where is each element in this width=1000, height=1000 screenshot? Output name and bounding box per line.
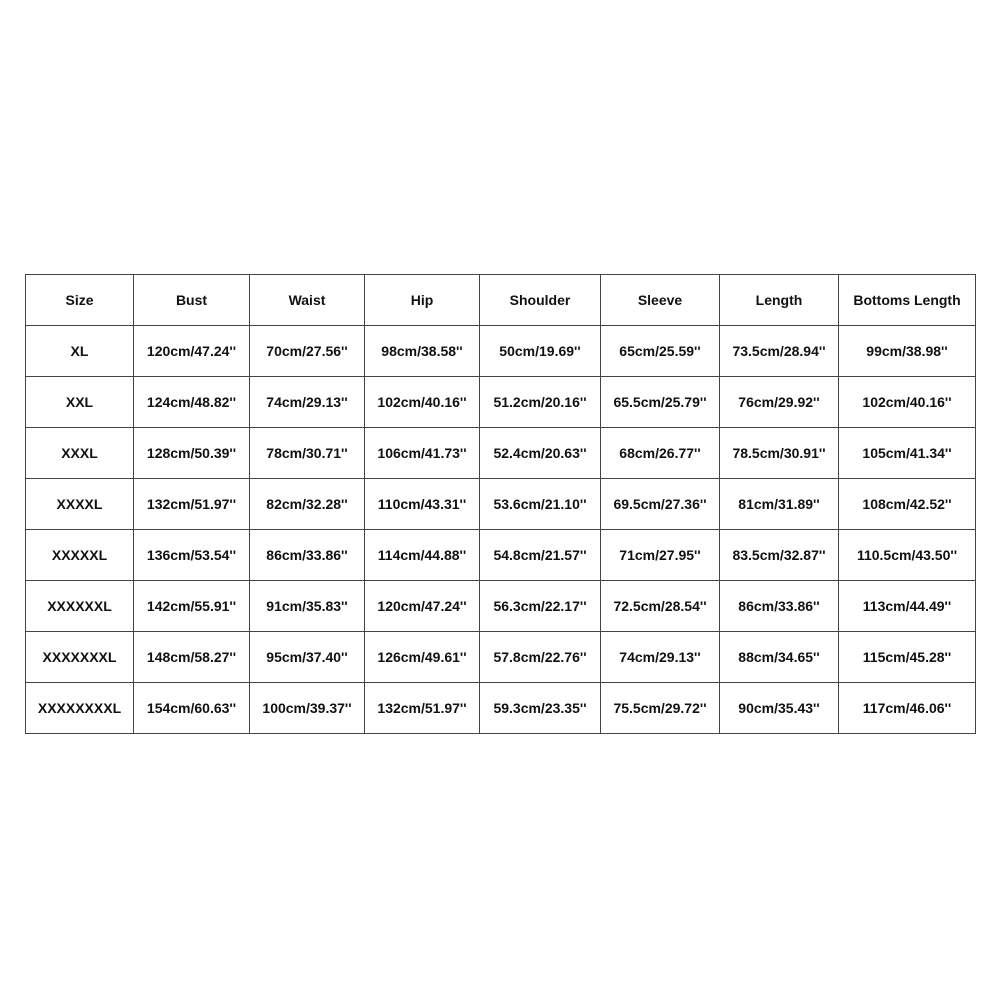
measurement-cell: 99cm/38.98'' xyxy=(839,326,976,377)
measurement-cell: 95cm/37.40'' xyxy=(250,632,365,683)
measurement-cell: 90cm/35.43'' xyxy=(720,683,839,734)
header-row xyxy=(26,275,976,326)
size-label-cell: XL xyxy=(26,326,134,377)
table-row xyxy=(26,428,976,479)
measurement-cell: 59.3cm/23.35'' xyxy=(480,683,601,734)
measurement-cell: 86cm/33.86'' xyxy=(250,530,365,581)
measurement-cell: 75.5cm/29.72'' xyxy=(601,683,720,734)
measurement-cell: 56.3cm/22.17'' xyxy=(480,581,601,632)
table-row xyxy=(26,632,976,683)
measurement-cell: 105cm/41.34'' xyxy=(839,428,976,479)
measurement-cell: 136cm/53.54'' xyxy=(134,530,250,581)
measurement-cell: 126cm/49.61'' xyxy=(365,632,480,683)
measurement-cell: 132cm/51.97'' xyxy=(134,479,250,530)
column-header: Length xyxy=(720,275,839,326)
measurement-cell: 88cm/34.65'' xyxy=(720,632,839,683)
measurement-cell: 65.5cm/25.79'' xyxy=(601,377,720,428)
measurement-cell: 108cm/42.52'' xyxy=(839,479,976,530)
measurement-cell: 114cm/44.88'' xyxy=(365,530,480,581)
measurement-cell: 78cm/30.71'' xyxy=(250,428,365,479)
table-row xyxy=(26,581,976,632)
measurement-cell: 86cm/33.86'' xyxy=(720,581,839,632)
table-row xyxy=(26,377,976,428)
measurement-cell: 142cm/55.91'' xyxy=(134,581,250,632)
measurement-cell: 71cm/27.95'' xyxy=(601,530,720,581)
measurement-cell: 69.5cm/27.36'' xyxy=(601,479,720,530)
size-chart-body xyxy=(26,326,976,734)
column-header: Bottoms Length xyxy=(839,275,976,326)
size-label-cell: XXXXXL xyxy=(26,530,134,581)
column-header: Sleeve xyxy=(601,275,720,326)
measurement-cell: 102cm/40.16'' xyxy=(365,377,480,428)
column-header: Bust xyxy=(134,275,250,326)
size-chart-header xyxy=(26,275,976,326)
measurement-cell: 120cm/47.24'' xyxy=(134,326,250,377)
table-row xyxy=(26,479,976,530)
measurement-cell: 128cm/50.39'' xyxy=(134,428,250,479)
column-header: Shoulder xyxy=(480,275,601,326)
measurement-cell: 148cm/58.27'' xyxy=(134,632,250,683)
table-row xyxy=(26,326,976,377)
measurement-cell: 100cm/39.37'' xyxy=(250,683,365,734)
measurement-cell: 74cm/29.13'' xyxy=(250,377,365,428)
measurement-cell: 154cm/60.63'' xyxy=(134,683,250,734)
measurement-cell: 74cm/29.13'' xyxy=(601,632,720,683)
measurement-cell: 124cm/48.82'' xyxy=(134,377,250,428)
table-row xyxy=(26,683,976,734)
measurement-cell: 50cm/19.69'' xyxy=(480,326,601,377)
column-header: Waist xyxy=(250,275,365,326)
measurement-cell: 57.8cm/22.76'' xyxy=(480,632,601,683)
measurement-cell: 51.2cm/20.16'' xyxy=(480,377,601,428)
measurement-cell: 82cm/32.28'' xyxy=(250,479,365,530)
measurement-cell: 117cm/46.06'' xyxy=(839,683,976,734)
measurement-cell: 65cm/25.59'' xyxy=(601,326,720,377)
measurement-cell: 68cm/26.77'' xyxy=(601,428,720,479)
size-label-cell: XXXXXXXL xyxy=(26,632,134,683)
column-header: Size xyxy=(26,275,134,326)
measurement-cell: 83.5cm/32.87'' xyxy=(720,530,839,581)
measurement-cell: 76cm/29.92'' xyxy=(720,377,839,428)
measurement-cell: 72.5cm/28.54'' xyxy=(601,581,720,632)
measurement-cell: 54.8cm/21.57'' xyxy=(480,530,601,581)
measurement-cell: 106cm/41.73'' xyxy=(365,428,480,479)
measurement-cell: 120cm/47.24'' xyxy=(365,581,480,632)
measurement-cell: 81cm/31.89'' xyxy=(720,479,839,530)
size-label-cell: XXL xyxy=(26,377,134,428)
measurement-cell: 132cm/51.97'' xyxy=(365,683,480,734)
table-row xyxy=(26,530,976,581)
measurement-cell: 110cm/43.31'' xyxy=(365,479,480,530)
size-label-cell: XXXL xyxy=(26,428,134,479)
measurement-cell: 98cm/38.58'' xyxy=(365,326,480,377)
size-label-cell: XXXXXXXXL xyxy=(26,683,134,734)
column-header: Hip xyxy=(365,275,480,326)
measurement-cell: 115cm/45.28'' xyxy=(839,632,976,683)
measurement-cell: 113cm/44.49'' xyxy=(839,581,976,632)
measurement-cell: 73.5cm/28.94'' xyxy=(720,326,839,377)
size-chart-table xyxy=(25,274,976,734)
measurement-cell: 91cm/35.83'' xyxy=(250,581,365,632)
measurement-cell: 78.5cm/30.91'' xyxy=(720,428,839,479)
size-label-cell: XXXXL xyxy=(26,479,134,530)
measurement-cell: 70cm/27.56'' xyxy=(250,326,365,377)
measurement-cell: 110.5cm/43.50'' xyxy=(839,530,976,581)
size-label-cell: XXXXXXL xyxy=(26,581,134,632)
measurement-cell: 52.4cm/20.63'' xyxy=(480,428,601,479)
measurement-cell: 102cm/40.16'' xyxy=(839,377,976,428)
measurement-cell: 53.6cm/21.10'' xyxy=(480,479,601,530)
